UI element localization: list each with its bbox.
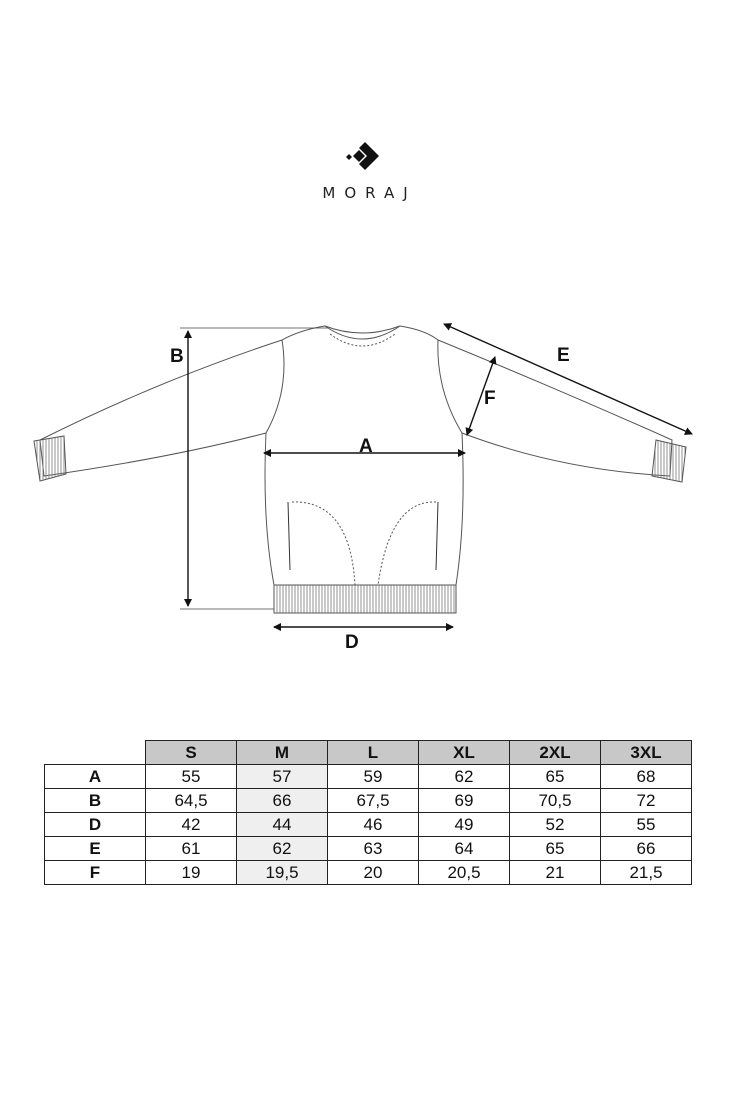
table-cell: 63 bbox=[328, 837, 419, 861]
row-label: A bbox=[45, 765, 146, 789]
table-row bbox=[45, 861, 692, 885]
table-cell: 65 bbox=[510, 837, 601, 861]
table-row bbox=[45, 789, 692, 813]
row-label: D bbox=[45, 813, 146, 837]
table-corner bbox=[45, 741, 146, 765]
table-cell: 69 bbox=[419, 789, 510, 813]
row-label: F bbox=[45, 861, 146, 885]
brand-logo bbox=[0, 140, 730, 202]
table-cell: 64,5 bbox=[146, 789, 237, 813]
table-row bbox=[45, 813, 692, 837]
left-cuff-rib bbox=[34, 436, 66, 481]
dimension-d-label: D bbox=[345, 632, 359, 653]
table-cell: 21 bbox=[510, 861, 601, 885]
size-table bbox=[44, 740, 692, 885]
table-cell: 42 bbox=[146, 813, 237, 837]
dimension-b-label: B bbox=[170, 346, 184, 367]
brand-name: MORAJ bbox=[322, 184, 417, 202]
table-cell: 49 bbox=[419, 813, 510, 837]
table-cell: 66 bbox=[601, 837, 692, 861]
row-label: B bbox=[45, 789, 146, 813]
table-cell: 64 bbox=[419, 837, 510, 861]
table-cell: 62 bbox=[419, 765, 510, 789]
ribbing bbox=[34, 436, 686, 613]
sweatshirt-outline bbox=[40, 326, 672, 585]
table-cell: 70,5 bbox=[510, 789, 601, 813]
table-cell: 55 bbox=[601, 813, 692, 837]
dimension-e-line bbox=[444, 324, 692, 434]
dimension-f-label: F bbox=[484, 388, 496, 409]
dimension-lines bbox=[180, 324, 692, 627]
dimension-e-label: E bbox=[557, 345, 570, 366]
table-cell: 52 bbox=[510, 813, 601, 837]
table-cell: 66 bbox=[237, 789, 328, 813]
size-header: XL bbox=[419, 741, 510, 765]
table-cell: 19 bbox=[146, 861, 237, 885]
table-cell: 67,5 bbox=[328, 789, 419, 813]
table-cell: 57 bbox=[237, 765, 328, 789]
size-header: 2XL bbox=[510, 741, 601, 765]
size-header: L bbox=[328, 741, 419, 765]
table-cell: 65 bbox=[510, 765, 601, 789]
size-header: S bbox=[146, 741, 237, 765]
table-cell: 44 bbox=[237, 813, 328, 837]
waist-rib bbox=[274, 585, 456, 613]
table-cell: 19,5 bbox=[237, 861, 328, 885]
row-label: E bbox=[45, 837, 146, 861]
table-cell: 62 bbox=[237, 837, 328, 861]
size-header-row bbox=[45, 741, 692, 765]
size-header: 3XL bbox=[601, 741, 692, 765]
moraj-arrow-logo-icon bbox=[345, 140, 385, 174]
table-cell: 20,5 bbox=[419, 861, 510, 885]
table-cell: 59 bbox=[328, 765, 419, 789]
sweatshirt-measurement-diagram bbox=[0, 300, 730, 660]
table-cell: 20 bbox=[328, 861, 419, 885]
table-cell: 72 bbox=[601, 789, 692, 813]
table-cell: 55 bbox=[146, 765, 237, 789]
dimension-a-label: A bbox=[359, 436, 373, 457]
table-cell: 61 bbox=[146, 837, 237, 861]
table-row bbox=[45, 837, 692, 861]
table-row bbox=[45, 765, 692, 789]
right-cuff-rib bbox=[652, 440, 686, 482]
table-cell: 21,5 bbox=[601, 861, 692, 885]
size-header: M bbox=[237, 741, 328, 765]
table-cell: 68 bbox=[601, 765, 692, 789]
table-cell: 46 bbox=[328, 813, 419, 837]
